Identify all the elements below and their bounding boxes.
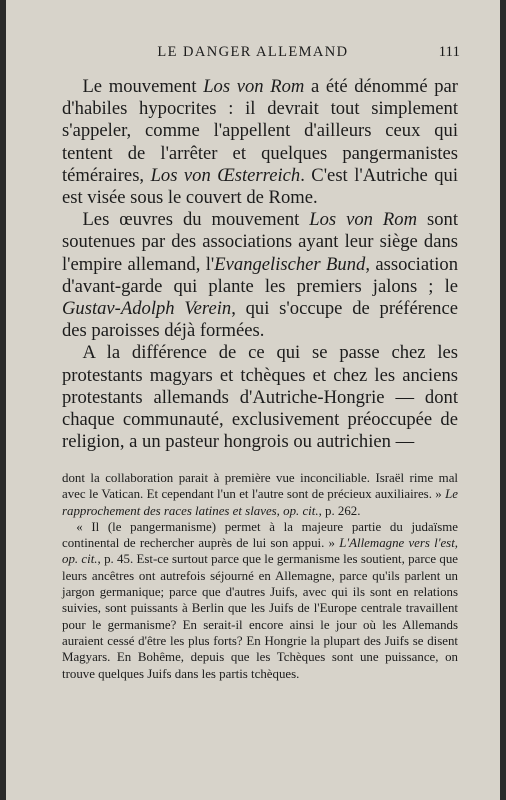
italic-term: Evangelischer Bund: [214, 253, 366, 275]
italic-term: Los von Œsterreich: [150, 164, 301, 186]
italic-term: Los von Rom: [309, 209, 418, 231]
paragraph-1: Le mouvement Los von Rom a été dénommé par d'habiles hypocrites : il devrait tout simplement s'appeler, comme l'appellent d'ailleurs ceux qui tentent de l'arrêter et quelques pangermanistes téméraires, Los von Œsterreich. C'est l'Autriche qui est visée sous le couvert de Rome.: [62, 76, 458, 209]
italic-term: Gustav-Adolph Verein: [62, 298, 232, 320]
footnote-quote: « Il (le pangermanisme) permet à la majeure partie du judaïsme continental de rechercher auprès de lui son appui. » L'Allemagne vers l'est, op. cit., p. 45. Est-ce surtout parce que le germanisme les soutient, parce que leurs ancêtres ont autrefois séjourné en Allemagne, parce qu'ils parlent un jargon germanique; parce que d'autres Juifs, avec qui ils sont en relations suivies, sont puissants à Berlin que les Juifs de l'Europe centrale travaillent pour le germanisme? En serait-il encore ainsi le jour où les Allemands auraient cessé d'être les plus forts? En Hongrie la plupart des Juifs se disent Magyars. En Bohême, depuis que les Tchèques sont une puissance, on trouve quelques Juifs dans les partis tchèques.: [62, 519, 458, 681]
page-number: 111: [438, 44, 460, 60]
main-text: [62, 76, 458, 453]
page-header: [6, 44, 500, 68]
italic-term: Los von Rom: [203, 76, 305, 97]
footnote-continuation: dont la collaboration parait à première vue inconciliable. Israël rime mal avec le Vatican. Et cependant l'un et l'autre sont de précieux auxiliaires. » Le rapprochement des races latines et slaves, op. cit., p. 262.: [62, 471, 458, 518]
italic-citation: Le rapprochement des races latines et slaves, op. cit.: [62, 487, 458, 518]
paragraph-3: A la différence de ce qui se passe chez les protestants magyars et tchèques et chez les anciens protestants allemands d'Autriche-Hongrie — dont chaque communauté, exclusivement préoccupée de religion, a un pasteur hongrois ou autrichien —: [62, 342, 458, 453]
italic-citation: L'Allemagne vers l'est, op. cit.: [62, 536, 458, 567]
book-page: [6, 0, 500, 800]
running-title: LE DANGER ALLEMAND: [157, 44, 349, 60]
footnotes: [62, 470, 458, 682]
paragraph-2: Les œuvres du mouvement Los von Rom sont soutenues par des associations ayant leur siège dans l'empire allemand, l'Evangelischer Bund, association d'avant-garde qui plante les premiers jalons ; le Gustav-Adolph Verein, qui s'occupe de préférence des paroisses déjà formées.: [62, 209, 458, 342]
